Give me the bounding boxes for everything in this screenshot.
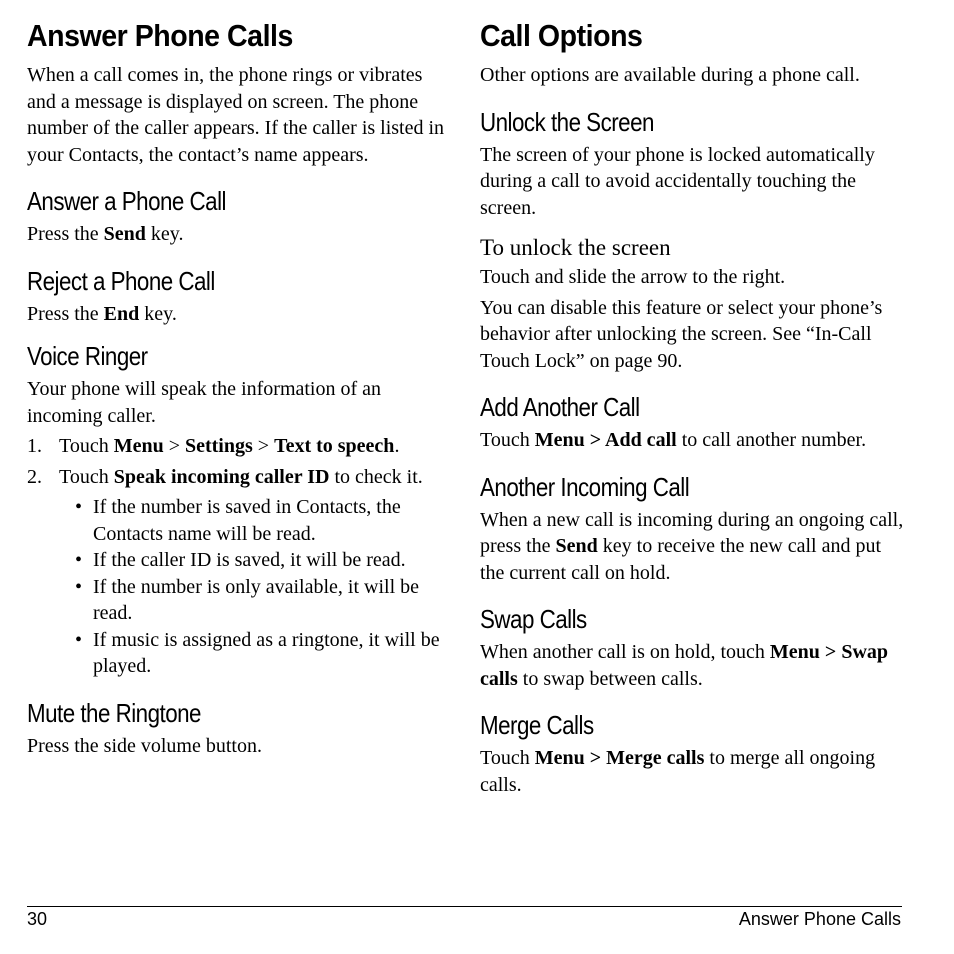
mute-ringtone-text: Press the side volume button. xyxy=(27,734,262,757)
reject-call-text: Press the End key. xyxy=(27,302,177,325)
swap-calls-heading: Swap Calls xyxy=(480,604,587,634)
unlock-screen-text: The screen of your phone is locked automatically during a call to avoid accidentally touching the screen. xyxy=(480,143,875,219)
bullet-item: • If the caller ID is saved, it will be read. xyxy=(75,549,406,571)
voice-ringer-heading: Voice Ringer xyxy=(27,341,148,371)
swap-calls-text: When another call is on hold, touch Menu > Swap calls to swap between calls. xyxy=(480,641,889,690)
mute-ringtone-heading: Mute the Ringtone xyxy=(27,697,201,728)
call-options-intro: Other options are available during a phone call. xyxy=(480,64,860,86)
page-number: 30 xyxy=(27,909,48,929)
section-title: Answer Phone Calls xyxy=(27,18,293,53)
reject-call-heading: Reject a Phone Call xyxy=(27,265,215,296)
answer-call-text: Press the Send key. xyxy=(27,223,184,245)
bullet-item: • If the number is only available, it will be read. xyxy=(75,575,420,624)
call-options-title: Call Options xyxy=(480,18,643,53)
voice-ringer-bullets xyxy=(27,494,447,680)
incoming-call-text: When a new call is incoming during an ongoing call, press the Send key to receive the new call and put the current call on hold. xyxy=(480,508,904,584)
unlock-step: Touch and slide the arrow to the right. xyxy=(480,266,786,288)
voice-ringer-intro: Your phone will speak the information of an incoming caller. xyxy=(27,378,382,427)
voice-ringer-steps xyxy=(27,433,447,490)
unlock-subheading: To unlock the screen xyxy=(480,235,671,260)
answer-call-heading: Answer a Phone Call xyxy=(27,186,227,216)
bullet-item: • If the number is saved in Contacts, the Contacts name will be read. xyxy=(75,496,401,545)
step-item: 1. Touch Menu > Settings > Text to speech. xyxy=(27,435,400,457)
step-item: 2. Touch Speak incoming caller ID to check it. xyxy=(27,465,423,488)
intro-paragraph: When a call comes in, the phone rings or vibrates and a message is displayed on screen. The phone number of the caller appears. If the caller is listed in your Contacts, the contact’s name appears. xyxy=(27,64,445,166)
incoming-call-heading: Another Incoming Call xyxy=(480,471,690,502)
footer-section-title: Answer Phone Calls xyxy=(738,909,901,929)
merge-calls-text: Touch Menu > Merge calls to merge all ongoing calls. xyxy=(480,747,876,796)
bullet-item: • If music is assigned as a ringtone, it will be played. xyxy=(75,628,440,677)
left-column xyxy=(27,18,447,759)
add-call-text: Touch Menu > Add call to call another number. xyxy=(480,429,867,451)
merge-calls-heading: Merge Calls xyxy=(480,710,594,740)
add-call-heading: Add Another Call xyxy=(480,392,640,422)
footer-divider xyxy=(27,906,902,907)
unlock-screen-heading: Unlock the Screen xyxy=(480,106,654,137)
right-column xyxy=(480,18,910,798)
unlock-note: You can disable this feature or select your phone’s behavior after unlocking the screen. See “In-Call Touch Lock” on page 90. xyxy=(480,296,883,372)
